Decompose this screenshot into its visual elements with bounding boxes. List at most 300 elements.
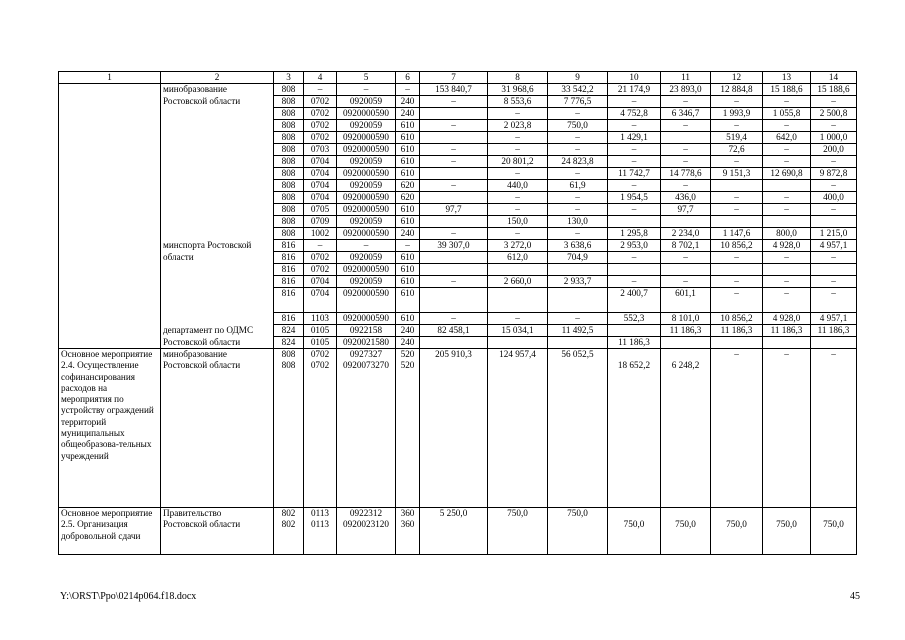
col-10-cell: – [608,120,661,132]
col-11-cell: – [661,156,711,168]
col-9-cell: 7 776,5 [548,96,608,108]
column-number-11: 11 [661,72,711,84]
col-3-cell: 824 [274,325,304,337]
cell-line: 0920023120 [343,519,389,529]
col-7-cell [420,508,488,555]
col-5-cell: 0920059 [337,156,396,168]
column-number-12: 12 [711,72,763,84]
col-14-cell [811,349,857,508]
col-11-cell [661,216,711,228]
col-6-cell: 620 [396,192,420,204]
col-10-cell: – [608,180,661,192]
col-10-cell: 2 400,7 [608,288,661,313]
col-12-cell: 12 884,8 [711,84,763,96]
col-5-cell: 0922158 [337,325,396,337]
col-12-cell: – [711,156,763,168]
col-3-cell: 808 [274,108,304,120]
col-3-cell: 808 [274,168,304,180]
col-12-cell: – [711,96,763,108]
col-3-cell: 808 [274,120,304,132]
col-7-cell: 153 840,7 [420,84,488,96]
col-12-cell: – [711,204,763,216]
col-13-cell: 4 928,0 [763,313,811,325]
col-10-cell: – [608,276,661,288]
col-6-cell [396,508,420,555]
col-6-cell: 610 [396,132,420,144]
col-9-cell: – [548,192,608,204]
col-7-cell: – [420,144,488,156]
executor-cell: Ростовской области [161,337,274,349]
col-7-cell: – [420,276,488,288]
table-row-block25 [59,508,857,555]
table-row [59,144,857,156]
col-11-cell: 97,7 [661,204,711,216]
executor-cell [161,216,274,228]
col-8-cell: 440,0 [488,180,548,192]
cell-value: 6 248,2 [671,360,700,370]
col-13-cell: – [763,96,811,108]
col-12-cell [711,349,763,508]
col-8-cell: 2 023,8 [488,120,548,132]
col-3-cell: 808 [274,96,304,108]
cell-line: 360 [400,508,415,518]
col-13-cell: – [763,156,811,168]
col-13-cell: – [763,288,811,313]
column-number-8: 8 [488,72,548,84]
col-6-cell: 610 [396,168,420,180]
col-3-cell: 808 [274,84,304,96]
col-5-cell: – [337,240,396,252]
executor-cell [161,349,274,508]
cell-line: 0922312 [349,508,383,518]
col-10-cell: 2 953,0 [608,240,661,252]
cell-value: – [734,349,739,359]
col-8-cell: – [488,228,548,240]
cell-line: 0927327 [349,349,383,359]
col-11-cell: 8 702,1 [661,240,711,252]
col-13-cell [763,216,811,228]
executor-cell [161,120,274,132]
col-11-cell [661,349,711,508]
col-3-cell: 816 [274,313,304,325]
cell-line: 0920073270 [343,360,389,370]
col-10-cell: – [608,204,661,216]
executor-cell: области [161,252,274,264]
executor-cell: департамент по ОДМС [161,325,274,337]
table-row [59,192,857,204]
executor-cell [161,228,274,240]
cell-line: 360 [400,519,415,529]
col-9-cell [548,337,608,349]
col-8-cell: – [488,204,548,216]
cell-value: 750,0 [507,508,528,518]
column-number-3: 3 [274,72,304,84]
col-9-cell: 750,0 [548,120,608,132]
budget-table [58,71,857,555]
col-3-cell: 816 [274,288,304,313]
col-11-cell: – [661,180,711,192]
col-13-cell: 800,0 [763,228,811,240]
column-number-7: 7 [420,72,488,84]
col-4-cell: 0704 [304,276,337,288]
table-row [59,84,857,96]
col-8-cell: 15 034,1 [488,325,548,337]
col-5-cell: 0920059 [337,216,396,228]
table-row [59,132,857,144]
col-14-cell: 1 215,0 [811,228,857,240]
col-4-cell: 1002 [304,228,337,240]
col-10-cell: 1 429,1 [608,132,661,144]
col-12-cell: 10 856,2 [711,240,763,252]
col-9-cell: 24 823,8 [548,156,608,168]
col-14-cell: – [811,252,857,264]
cell-line: 802 [281,508,296,518]
executor-cell [161,108,274,120]
col-7-cell: – [420,120,488,132]
col-5-cell: 0920021580 [337,337,396,349]
cell-value: 124 957,4 [499,349,536,359]
col-11-cell [661,132,711,144]
col-10-cell: – [608,144,661,156]
col-7-cell [420,288,488,313]
executor-cell: минспорта Ростовской [161,240,274,252]
col-8-cell [488,337,548,349]
col-7-cell: – [420,96,488,108]
col-14-cell [811,337,857,349]
col-14-cell: 9 872,8 [811,168,857,180]
footer-file-path: Y:\ORST\Ppo\0214p064.f18.docx [60,591,197,602]
executor-cell [161,156,274,168]
col-5-cell: 0920000590 [337,228,396,240]
col-5-cell: 0920000590 [337,108,396,120]
col-5-cell: 0920000590 [337,132,396,144]
cell-line: 0702 [310,360,330,370]
column-number-1: 1 [59,72,161,84]
col-14-cell: 15 188,6 [811,84,857,96]
col-6-cell: 610 [396,252,420,264]
table-row [59,228,857,240]
col-5-cell [337,349,396,508]
col-9-cell: 61,9 [548,180,608,192]
cell-value: 18 652,2 [617,360,651,370]
col-7-cell: – [420,228,488,240]
col-11-cell: 2 234,0 [661,228,711,240]
col-9-cell: 3 638,6 [548,240,608,252]
col-8-cell [488,349,548,508]
executor-cell [161,288,274,313]
col-14-cell: 2 500,8 [811,108,857,120]
col-5-cell: 0920059 [337,276,396,288]
col-6-cell: 610 [396,276,420,288]
col-3-cell: 824 [274,337,304,349]
col-14-cell [811,216,857,228]
col-7-cell: – [420,313,488,325]
col-6-cell: – [396,84,420,96]
col-14-cell: 4 957,1 [811,313,857,325]
col-5-cell: 0920000590 [337,144,396,156]
col-11-cell [661,264,711,276]
col-11-cell: 6 346,7 [661,108,711,120]
col-4-cell: 0702 [304,132,337,144]
col-8-cell: – [488,168,548,180]
col-10-cell: – [608,96,661,108]
col-11-cell [661,337,711,349]
col-3-cell: 808 [274,216,304,228]
col-3-cell: 816 [274,240,304,252]
col-4-cell: 0704 [304,156,337,168]
col-6-cell: 620 [396,180,420,192]
col-7-cell: – [420,180,488,192]
table-row [59,264,857,276]
col-13-cell [763,349,811,508]
col-14-cell: – [811,204,857,216]
col-14-cell: – [811,120,857,132]
col-13-cell: 4 928,0 [763,240,811,252]
col-6-cell: 240 [396,96,420,108]
col-7-cell: 39 307,0 [420,240,488,252]
cell-value: 750,0 [726,519,747,529]
col-3-cell: 808 [274,192,304,204]
cell-value: 750,0 [823,519,844,529]
col-7-cell: – [420,156,488,168]
col-3-cell: 816 [274,276,304,288]
col-4-cell: 0709 [304,216,337,228]
event-name-cell [59,84,161,349]
col-8-cell: – [488,108,548,120]
col-5-cell: 0920000590 [337,264,396,276]
col-10-cell: – [608,156,661,168]
col-7-cell [420,168,488,180]
col-10-cell [608,508,661,555]
col-9-cell: 2 933,7 [548,276,608,288]
col-14-cell: – [811,180,857,192]
cell-line: Правительство [163,508,222,518]
col-11-cell [661,508,711,555]
col-10-cell [608,216,661,228]
col-9-cell [548,288,608,313]
col-4-cell: 0703 [304,144,337,156]
cell-value: – [784,349,789,359]
col-9-cell: – [548,108,608,120]
col-13-cell: – [763,144,811,156]
col-6-cell: 610 [396,313,420,325]
col-12-cell [711,216,763,228]
col-6-cell [396,349,420,508]
executor-cell [161,192,274,204]
col-12-cell: 1 993,9 [711,108,763,120]
col-8-cell [488,288,548,313]
col-6-cell: 240 [396,228,420,240]
column-number-13: 13 [763,72,811,84]
col-12-cell: – [711,288,763,313]
col-3-cell: 808 [274,144,304,156]
col-6-cell: 610 [396,288,420,313]
col-11-cell: – [661,120,711,132]
table-row [59,276,857,288]
col-5-cell: 0920000590 [337,313,396,325]
col-9-cell: 130,0 [548,216,608,228]
column-number-10: 10 [608,72,661,84]
col-6-cell: 610 [396,144,420,156]
executor-cell: минобразование [161,84,274,96]
col-10-cell: 1 295,8 [608,228,661,240]
col-12-cell: – [711,276,763,288]
table-row [59,168,857,180]
cell-value: 56 052,5 [561,349,594,359]
cell-line: минобразование [163,349,227,359]
col-11-cell: 601,1 [661,288,711,313]
col-14-cell: – [811,288,857,313]
table-row [59,240,857,252]
cell-value: 205 910,3 [435,349,472,359]
column-number-14: 14 [811,72,857,84]
table-row-block24 [59,349,857,508]
col-4-cell: 1103 [304,313,337,325]
col-9-cell: – [548,313,608,325]
cell-line: 520 [400,360,415,370]
col-3-cell: 808 [274,228,304,240]
col-3-cell: 808 [274,156,304,168]
cell-line: 0113 [310,519,330,529]
col-6-cell: 610 [396,156,420,168]
col-11-cell: – [661,252,711,264]
cell-value: 750,0 [675,519,696,529]
cell-line: 0702 [310,349,330,359]
cell-line: 808 [281,360,296,370]
executor-cell: Ростовской области [161,96,274,108]
col-14-cell: 4 957,1 [811,240,857,252]
col-10-cell: 552,3 [608,313,661,325]
col-9-cell [548,264,608,276]
col-11-cell: 11 186,3 [661,325,711,337]
col-10-cell: 21 174,9 [608,84,661,96]
col-12-cell [711,180,763,192]
col-5-cell [337,508,396,555]
table-body [59,72,857,555]
col-12-cell: 519,4 [711,132,763,144]
table-row [59,96,857,108]
col-4-cell: 0105 [304,337,337,349]
table-row [59,180,857,192]
col-11-cell: – [661,144,711,156]
table-row [59,108,857,120]
col-10-cell [608,349,661,508]
col-12-cell: 11 186,3 [711,325,763,337]
col-12-cell: 1 147,6 [711,228,763,240]
col-6-cell: 240 [396,108,420,120]
col-10-cell: 1 954,5 [608,192,661,204]
col-6-cell: 610 [396,264,420,276]
cell-value: 750,0 [567,508,588,518]
col-5-cell: 0920059 [337,252,396,264]
col-4-cell: 0105 [304,325,337,337]
executor-cell [161,168,274,180]
col-13-cell: 642,0 [763,132,811,144]
page-number: 45 [850,591,860,602]
col-7-cell [420,216,488,228]
event-name-text: Основное мероприятие 2.5. Организация добровольной сдачи [61,508,153,541]
col-5-cell: 0920000590 [337,168,396,180]
column-number-6: 6 [396,72,420,84]
col-8-cell [488,264,548,276]
col-3-cell: 808 [274,132,304,144]
col-13-cell: – [763,192,811,204]
col-10-cell: 11 742,7 [608,168,661,180]
col-7-cell [420,252,488,264]
col-11-cell: 436,0 [661,192,711,204]
col-8-cell: – [488,192,548,204]
table-row [59,325,857,337]
col-3-cell: 808 [274,180,304,192]
col-13-cell: 15 188,6 [763,84,811,96]
col-3-cell [274,508,304,555]
col-13-cell: – [763,252,811,264]
col-10-cell: 11 186,3 [608,337,661,349]
col-4-cell: 0702 [304,120,337,132]
cell-value: 750,0 [623,519,645,529]
col-7-cell [420,108,488,120]
cell-line: 808 [281,349,296,359]
event-name-text: Основное мероприятие 2.4. Осуществление софинансирования расходов на мероприятия по устройству ограждений территорий муниципальных общеобразова-тельных учреждений [61,349,154,461]
col-5-cell: – [337,84,396,96]
col-11-cell: 23 893,0 [661,84,711,96]
col-4-cell [304,508,337,555]
col-13-cell [763,508,811,555]
col-12-cell: – [711,252,763,264]
col-12-cell [711,264,763,276]
col-3-cell [274,349,304,508]
table-row [59,313,857,325]
column-number-9: 9 [548,72,608,84]
col-14-cell [811,508,857,555]
col-8-cell: 20 801,2 [488,156,548,168]
cell-line: Ростовской области [163,360,241,370]
col-12-cell: 9 151,3 [711,168,763,180]
col-5-cell: 0920000590 [337,204,396,216]
executor-cell [161,144,274,156]
col-4-cell: 0705 [304,204,337,216]
col-4-cell: 0702 [304,264,337,276]
col-9-cell [548,349,608,508]
col-13-cell: – [763,204,811,216]
col-8-cell: 8 553,6 [488,96,548,108]
col-6-cell: 240 [396,325,420,337]
col-12-cell: 10 856,2 [711,313,763,325]
col-4-cell: 0702 [304,252,337,264]
col-12-cell: 72,6 [711,144,763,156]
col-4-cell: 0704 [304,180,337,192]
col-8-cell: 612,0 [488,252,548,264]
cell-line: 802 [281,519,296,529]
col-8-cell: – [488,313,548,325]
column-number-5: 5 [337,72,396,84]
col-4-cell [304,349,337,508]
table-row [59,204,857,216]
col-8-cell: – [488,132,548,144]
col-4-cell: 0704 [304,168,337,180]
col-10-cell [608,264,661,276]
col-13-cell: 11 186,3 [763,325,811,337]
col-5-cell: 0920059 [337,180,396,192]
col-10-cell: 4 752,8 [608,108,661,120]
col-13-cell: – [763,276,811,288]
col-11-cell: – [661,276,711,288]
col-12-cell: – [711,192,763,204]
table-row [59,252,857,264]
col-14-cell: 200,0 [811,144,857,156]
col-10-cell [608,325,661,337]
col-13-cell: – [763,120,811,132]
